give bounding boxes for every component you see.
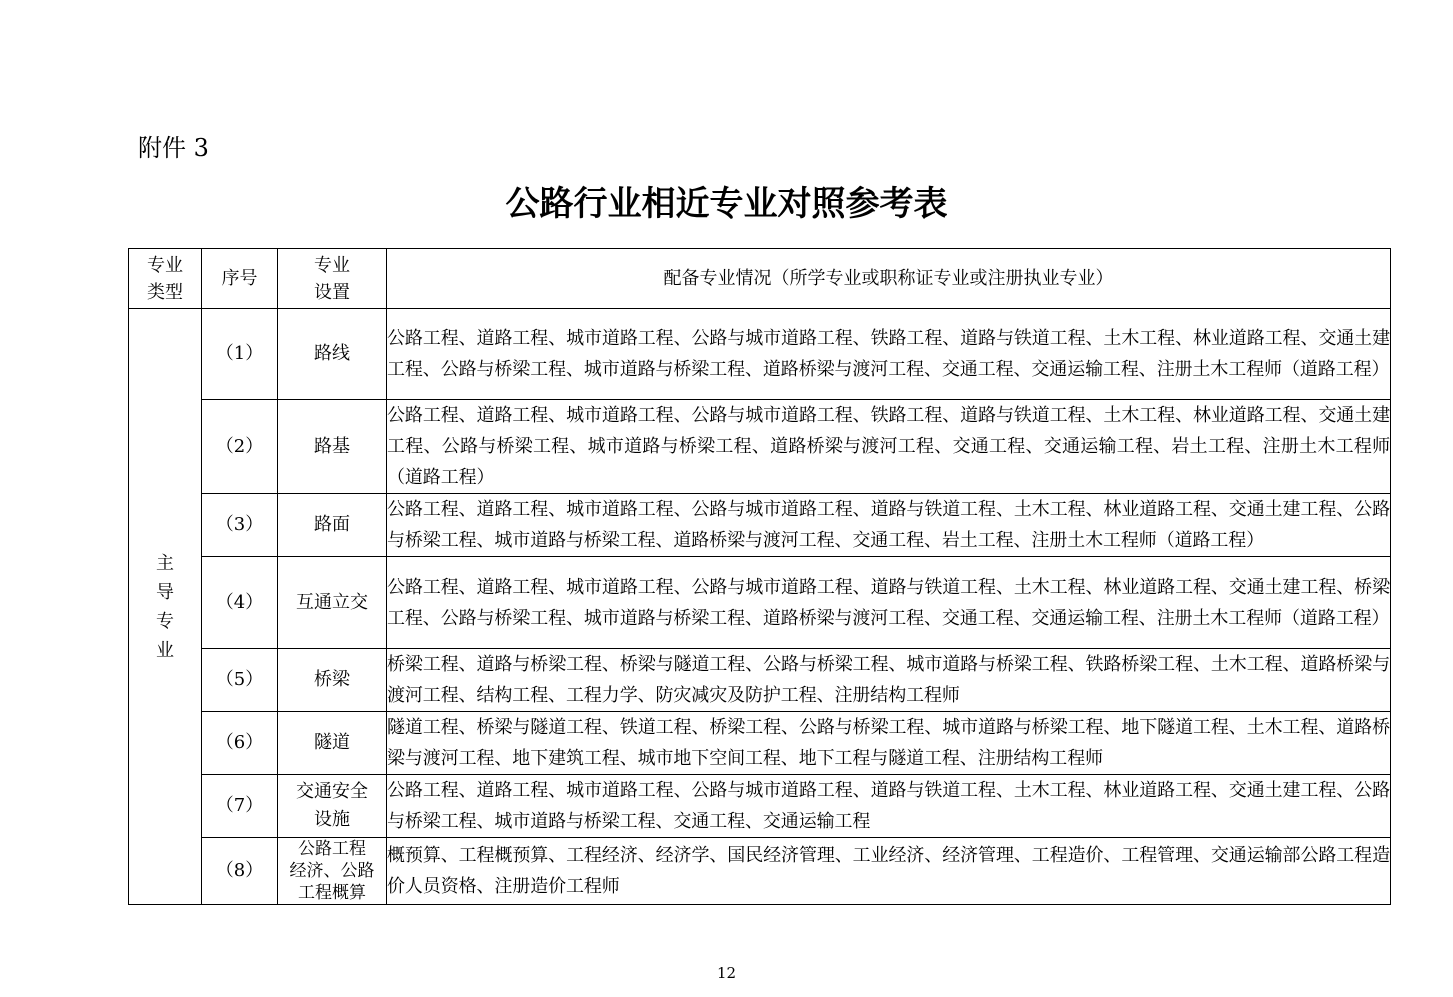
seq-cell: （1） [202, 309, 278, 400]
table-row [129, 557, 1391, 649]
specialty-cell [278, 775, 387, 838]
specialty-line: 公路工程 [298, 839, 366, 859]
header-seq: 序号 [202, 249, 278, 309]
content-cell: 概预算、工程概预算、工程经济、经济学、国民经济管理、工业经济、经济管理、工程造价、工程管理、交通运输部公路工程造价人员资格、注册造价工程师 [387, 838, 1391, 905]
seq-cell: （8） [202, 838, 278, 905]
header-type-line-2: 类型 [147, 281, 183, 303]
content-cell: 公路工程、道路工程、城市道路工程、公路与城市道路工程、道路与铁道工程、土木工程、林业道路工程、交通土建工程、公路与桥梁工程、城市道路与桥梁工程、交通工程、交通运输工程 [387, 775, 1391, 838]
specialty-cell: 路线 [278, 309, 387, 400]
category-char: 专 [156, 610, 174, 632]
specialty-cell: 互通立交 [278, 557, 387, 649]
content-cell: 隧道工程、桥梁与隧道工程、铁道工程、桥梁工程、公路与桥梁工程、城市道路与桥梁工程、地下隧道工程、土木工程、道路桥梁与渡河工程、地下建筑工程、城市地下空间工程、地下工程与隧道工程、注册结构工程师 [387, 712, 1391, 775]
seq-cell: （2） [202, 400, 278, 494]
table-row [129, 309, 1391, 400]
category-char: 主 [156, 552, 174, 574]
category-char: 导 [156, 581, 174, 603]
table-row [129, 649, 1391, 712]
document-title: 公路行业相近专业对照参考表 [505, 184, 948, 224]
seq-cell: （6） [202, 712, 278, 775]
reference-table [128, 248, 1391, 905]
attachment-label: 附件 3 [138, 134, 209, 162]
header-type [129, 249, 202, 309]
specialty-cell: 隧道 [278, 712, 387, 775]
content-cell: 公路工程、道路工程、城市道路工程、公路与城市道路工程、道路与铁道工程、土木工程、林业道路工程、交通土建工程、桥梁工程、公路与桥梁工程、城市道路与桥梁工程、道路桥梁与渡河工程、交通工程、交通运输工程、注册土木工程师（道路工程） [387, 557, 1391, 649]
specialty-cell: 路面 [278, 494, 387, 557]
table-row [129, 838, 1391, 905]
header-row [129, 249, 1391, 309]
table-row [129, 712, 1391, 775]
specialty-cell: 路基 [278, 400, 387, 494]
seq-cell: （4） [202, 557, 278, 649]
specialty-line: 交通安全 [296, 781, 368, 802]
page-number: 12 [716, 964, 737, 982]
seq-cell: （7） [202, 775, 278, 838]
category-cell [129, 309, 202, 905]
header-type-line-1: 专业 [147, 254, 183, 276]
specialty-line: 经济、公路 [289, 861, 375, 881]
seq-cell: （5） [202, 649, 278, 712]
header-specialty-line-2: 设置 [314, 281, 350, 303]
header-main: 配备专业情况（所学专业或职称证专业或注册执业专业） [387, 249, 1391, 309]
specialty-line: 设施 [314, 809, 350, 830]
content-cell: 桥梁工程、道路与桥梁工程、桥梁与隧道工程、公路与桥梁工程、城市道路与桥梁工程、铁路桥梁工程、土木工程、道路桥梁与渡河工程、结构工程、工程力学、防灾减灾及防护工程、注册结构工程师 [387, 649, 1391, 712]
table-row [129, 494, 1391, 557]
header-specialty-line-1: 专业 [314, 254, 350, 276]
header-specialty [278, 249, 387, 309]
table-row [129, 400, 1391, 494]
specialty-line: 工程概算 [298, 883, 366, 903]
seq-cell: （3） [202, 494, 278, 557]
table-row [129, 775, 1391, 838]
specialty-cell: 桥梁 [278, 649, 387, 712]
category-char: 业 [156, 639, 174, 661]
content-cell: 公路工程、道路工程、城市道路工程、公路与城市道路工程、铁路工程、道路与铁道工程、土木工程、林业道路工程、交通土建工程、公路与桥梁工程、城市道路与桥梁工程、道路桥梁与渡河工程、交通工程、交通运输工程、注册土木工程师（道路工程） [387, 309, 1391, 400]
content-cell: 公路工程、道路工程、城市道路工程、公路与城市道路工程、道路与铁道工程、土木工程、林业道路工程、交通土建工程、公路与桥梁工程、城市道路与桥梁工程、道路桥梁与渡河工程、交通工程、岩土工程、注册土木工程师（道路工程） [387, 494, 1391, 557]
content-cell: 公路工程、道路工程、城市道路工程、公路与城市道路工程、铁路工程、道路与铁道工程、土木工程、林业道路工程、交通土建工程、公路与桥梁工程、城市道路与桥梁工程、道路桥梁与渡河工程、交通工程、交通运输工程、岩土工程、注册土木工程师（道路工程） [387, 400, 1391, 494]
specialty-cell [278, 838, 387, 905]
